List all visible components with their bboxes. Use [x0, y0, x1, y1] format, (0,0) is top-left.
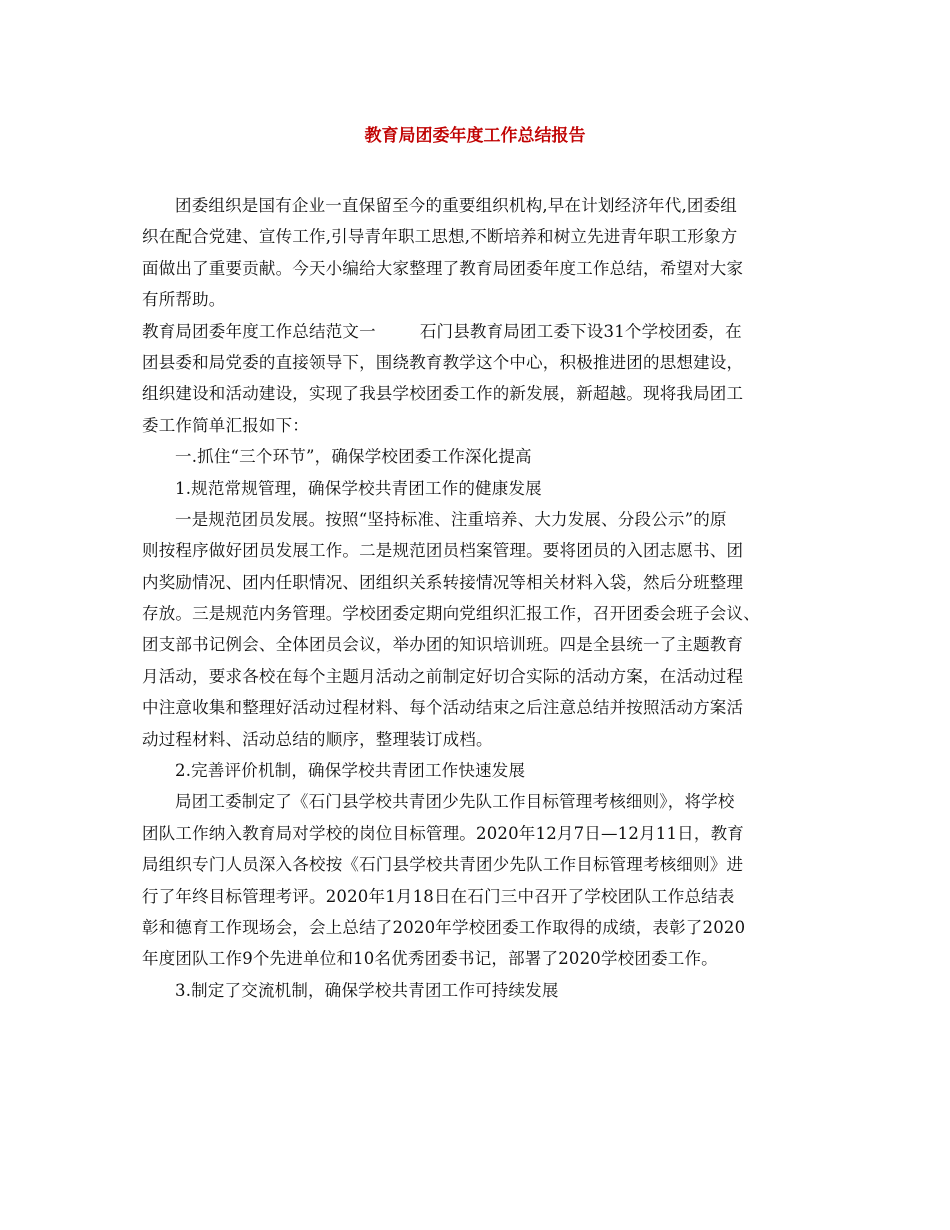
paragraph-line: 年度团队工作9个先进单位和10名优秀团委书记，部署了2020学校团委工作。: [142, 949, 718, 969]
paragraph-text: 石门县教育局团工委下设31个学校团委，在: [419, 321, 742, 341]
paragraph-line: 有所帮助。: [142, 290, 226, 310]
paragraph-line: 委工作简单汇报如下：: [142, 415, 309, 435]
paragraph-line: 行了年终目标管理考评。2020年1月18日在石门三中召开了学校团队工作总结表: [142, 886, 735, 906]
paragraph-line: 团委组织是国有企业一直保留至今的重要组织机构,早在计划经济年代,团委组: [175, 196, 737, 215]
paragraph-line: 中注意收集和整理好活动过程材料、每个活动结束之后注意总结并按照活动方案活: [142, 698, 744, 718]
subheading-line: 2.完善评价机制，确保学校共青团工作快速发展: [175, 761, 526, 781]
subheading-line: 3.制定了交流机制，确保学校共青团工作可持续发展: [175, 980, 559, 1000]
document-body: [142, 190, 818, 1006]
document-title: 教育局团委年度工作总结报告: [364, 126, 586, 146]
paragraph-line: 内奖励情况、团内任职情况、团组织关系转接情况等相关材料入袋，然后分班整理: [142, 572, 744, 592]
paragraph-line: 组织建设和活动建设，实现了我县学校团委工作的新发展，新超越。现将我局团工: [142, 384, 744, 404]
paragraph-line: 织在配合党建、宣传工作,引导青年职工思想,不断培养和树立先进青年职工形象方: [142, 227, 738, 247]
subheading-line: 一.抓住“三个环节”，确保学校团委工作深化提高: [175, 447, 532, 467]
subheading-line: 1.规范常规管理，确保学校共青团工作的健康发展: [175, 478, 542, 498]
paragraph-line: 彰和德育工作现场会，会上总结了2020年学校团委工作取得的成绩，表彰了2020: [142, 917, 746, 937]
paragraph-line: 团支部书记例会、全体团员会议，举办团的知识培训班。四是全县统一了主题教育: [142, 635, 744, 655]
paragraph-line: 局团工委制定了《石门县学校共青团少先队工作目标管理考核细则》，将学校: [175, 792, 735, 812]
paragraph-line: 动过程材料、活动总结的顺序，整理装订成档。: [142, 729, 493, 749]
paragraph-line: 面做出了重要贡献。今天小编给大家整理了教育局团委年度工作总结，希望对大家: [142, 258, 744, 278]
paragraph-line: 团队工作纳入教育局对学校的岗位目标管理。2020年12月7日—12月11日，教育: [142, 823, 744, 843]
paragraph-line: 团县委和局党委的直接领导下，围绕教育教学这个中心，积极推进团的思想建设，: [142, 352, 744, 372]
paragraph-line: 局组织专门人员深入各校按《石门县学校共青团少先队工作目标管理考核细则》进: [142, 855, 744, 875]
section-heading: 教育局团委年度工作总结范文一: [142, 321, 376, 341]
paragraph-line: 则按程序做好团员发展工作。二是规范团员档案管理。要将团员的入团志愿书、团: [142, 541, 744, 561]
paragraph-line: 存放。三是规范内务管理。学校团委定期向党组织汇报工作，召开团委会班子会议、: [142, 604, 760, 624]
section-heading-line: [142, 316, 818, 347]
paragraph-line: 一是规范团员发展。按照“坚持标准、注重培养、大力发展、分段公示”的原: [175, 509, 727, 529]
paragraph-line: 月活动，要求各校在每个主题月活动之前制定好切合实际的活动方案，在活动过程: [142, 666, 744, 686]
